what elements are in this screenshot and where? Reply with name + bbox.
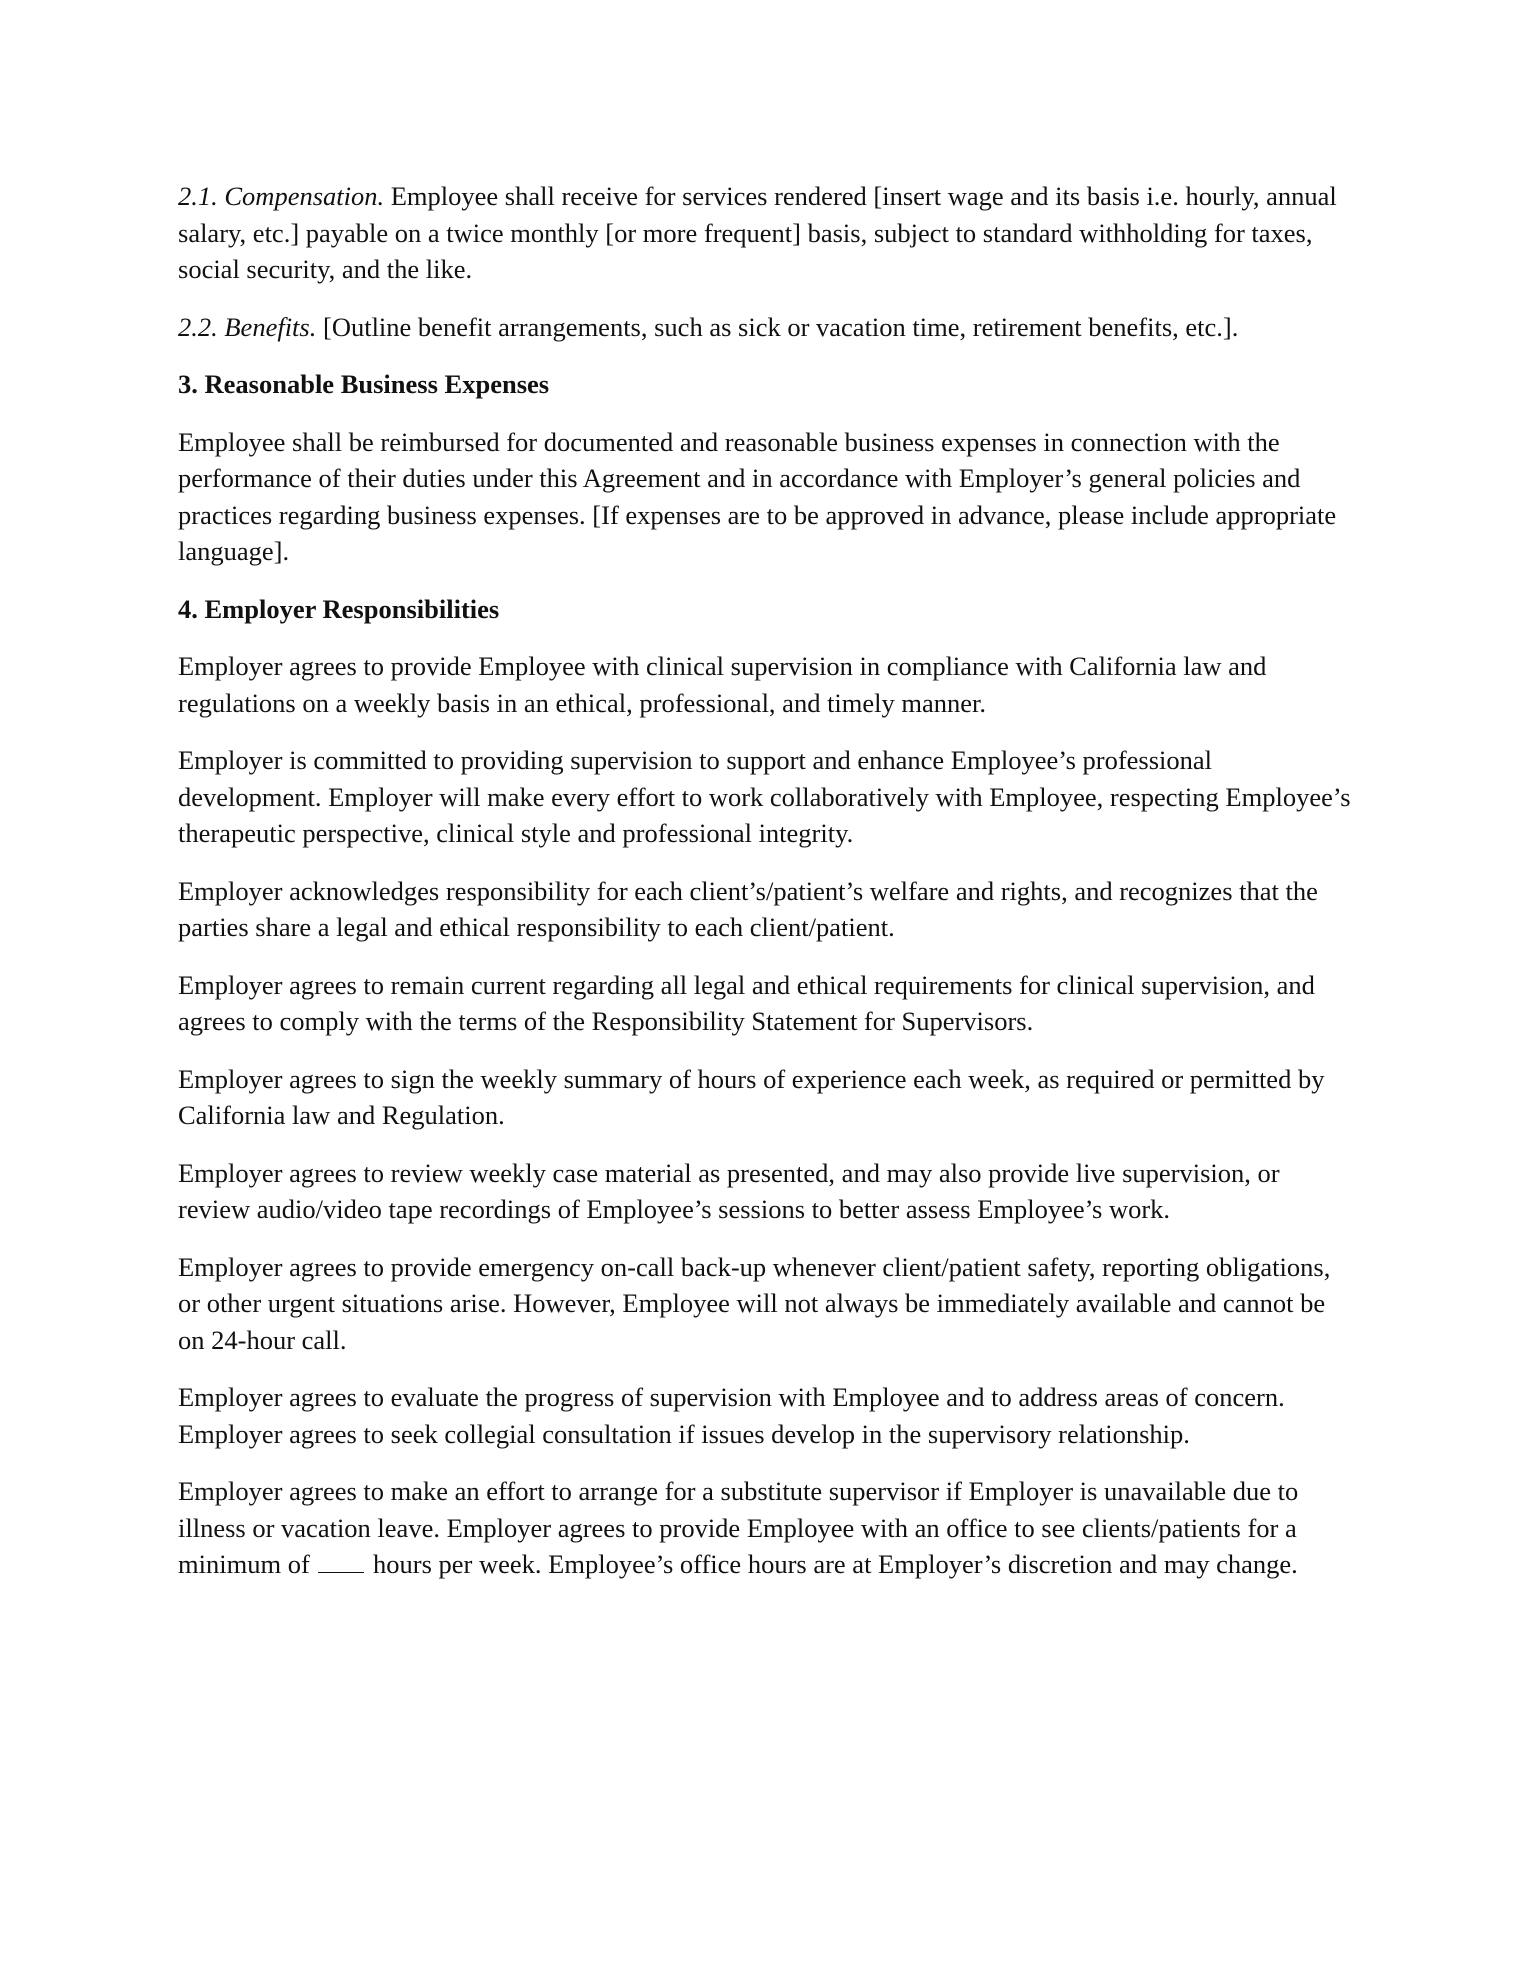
compensation-lead: 2.1. Compensation.	[178, 181, 385, 211]
business-expenses-paragraph: Employee shall be reimbursed for documented and reasonable business expenses in connection with the performance of their duties under this Agreement and in accordance with Employer’s general policies and practices regarding business expenses. [If expenses are to be approved in advance, please include appropriate language].	[178, 426, 1337, 566]
benefits-lead: 2.2. Benefits.	[178, 311, 317, 342]
compensation-text: Employee shall receive for services rendered [insert wage and its basis i.e. hourly, annual salary, etc.] payable on a twice monthly [or more frequent] basis, subject to standard withholding for taxes, social security, and the like.	[178, 181, 1337, 284]
hours-blank-line	[318, 1550, 364, 1573]
document-page	[178, 178, 1358, 1604]
responsibility-paragraph-4: Employer agrees to remain current regarding all legal and ethical requirements for clinical supervision, and agrees to comply with the terms of the Responsibility Statement for Supervisors.	[178, 969, 1315, 1036]
responsibility-paragraph-1: Employer agrees to provide Employee with clinical supervision in compliance with California law and regulations on a weekly basis in an ethical, professional, and timely manner.	[178, 651, 1267, 718]
responsibility-paragraph-9	[178, 1473, 1358, 1583]
office-hours-text-before: Employer agrees to make an effort to arrange for a substitute supervisor if Employer is unavailable due to illness or vacation leave. Employer agrees to provide Employee with an office to see clients/patients for a minimum of	[178, 1476, 1299, 1579]
responsibility-paragraph-7: Employer agrees to provide emergency on-call back-up whenever client/patient safety, reporting obligations, or other urgent situations arise. However, Employee will not always be immediately available and cannot be on 24-hour call.	[178, 1251, 1331, 1355]
office-hours-text-after: hours per week. Employee’s office hours are at Employer’s discretion and may change.	[366, 1549, 1298, 1579]
section-3-heading: 3. Reasonable Business Expenses	[178, 369, 550, 399]
responsibility-paragraph-2: Employer is committed to providing supervision to support and enhance Employee’s professional development. Employer will make every effort to work collaboratively with Employee, respecting Employee’s therapeutic perspective, clinical style and professional integrity.	[178, 745, 1351, 848]
benefits-text: [Outline benefit arrangements, such as sick or vacation time, retirement benefits, etc.].	[316, 311, 1239, 342]
responsibility-paragraph-5: Employer agrees to sign the weekly summary of hours of experience each week, as required or permitted by California law and Regulation.	[178, 1063, 1325, 1130]
responsibility-paragraph-6: Employer agrees to review weekly case material as presented, and may also provide live supervision, or review audio/video tape recordings of Employee’s sessions to better assess Employee’s work.	[178, 1157, 1280, 1224]
responsibility-paragraph-3: Employer acknowledges responsibility for each client’s/patient’s welfare and rights, and recognizes that the parties share a legal and ethical responsibility to each client/patient.	[178, 875, 1318, 942]
responsibility-paragraph-8: Employer agrees to evaluate the progress of supervision with Employee and to address areas of concern. Employer agrees to seek collegial consultation if issues develop in the supervisory relationship.	[178, 1382, 1285, 1449]
benefits-paragraph	[178, 309, 1358, 346]
section-4-heading: 4. Employer Responsibilities	[178, 593, 500, 624]
compensation-paragraph	[178, 178, 1358, 288]
